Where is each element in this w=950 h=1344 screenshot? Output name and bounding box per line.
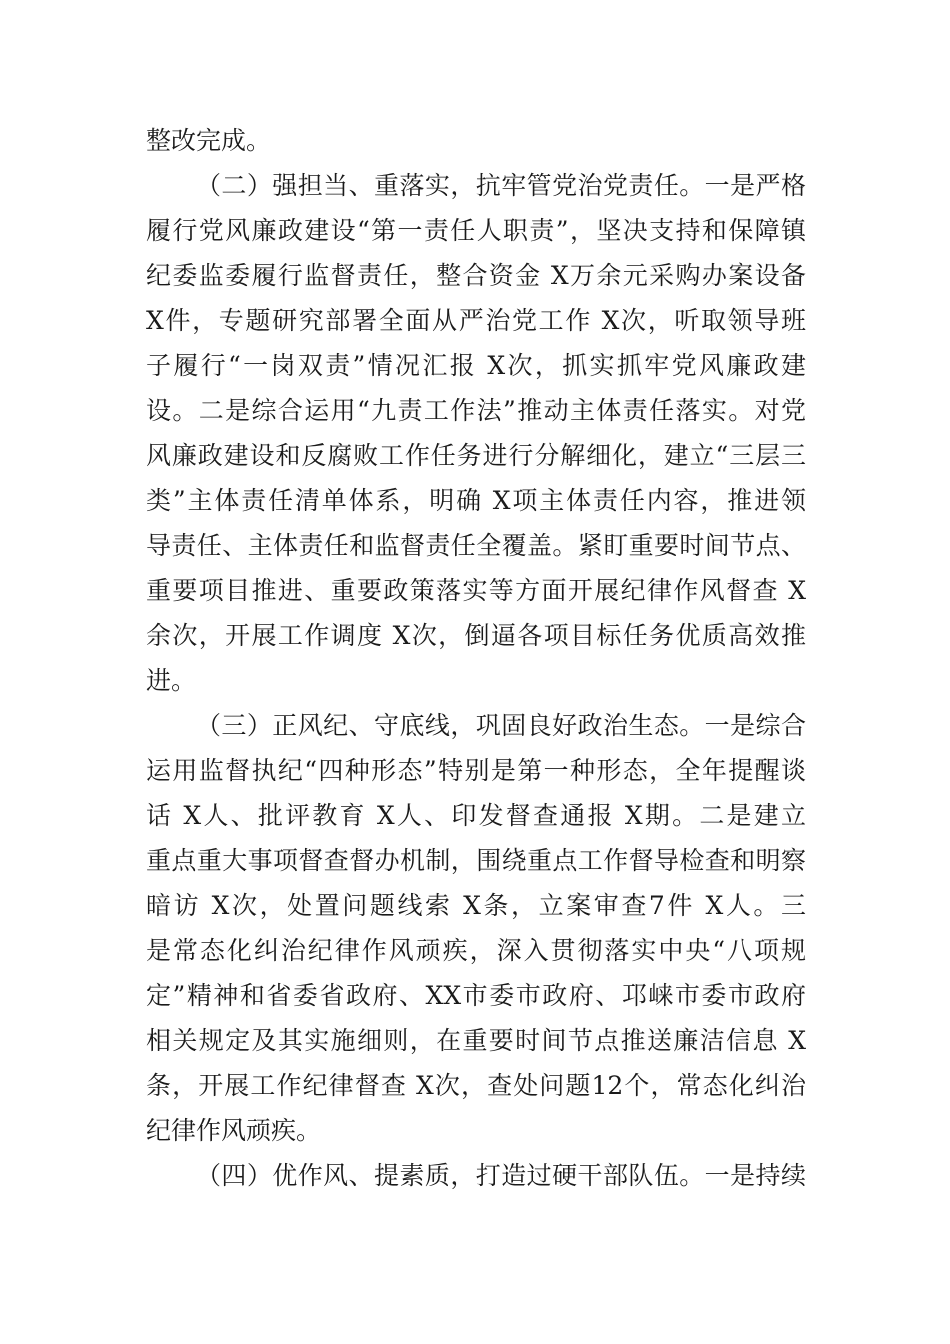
text-line: 导责任、主体责任和监督责任全覆盖。紧盯重要时间节点、	[146, 531, 806, 560]
text-line: 定”精神和省委省政府、XX市委市政府、邛崃市委市政府	[146, 981, 806, 1010]
text-line: 话 X人、批评教育 X人、印发督查通报 X期。二是建立	[146, 801, 806, 830]
text-line: 条，开展工作纪律督查 X次，查处问题12个，常态化纠治	[146, 1071, 806, 1100]
text-line: 纪律作风顽疾。	[146, 1116, 322, 1145]
text-line: 相关规定及其实施细则，在重要时间节点推送廉洁信息 X	[146, 1026, 806, 1055]
text-line: 余次，开展工作调度 X次，倒逼各项目标任务优质高效推	[146, 621, 806, 650]
section-heading-line: （三）正风纪、守底线，巩固良好政治生态。一是综合	[196, 711, 806, 740]
text-line: 重要项目推进、重要政策落实等方面开展纪律作风督查 X	[146, 576, 806, 605]
text-line: 重点重大事项督查督办机制，围绕重点工作督导检查和明察	[146, 846, 806, 875]
section-heading-line: （四）优作风、提素质，打造过硬干部队伍。一是持续	[196, 1161, 806, 1190]
text-line: 整改完成。	[146, 126, 272, 155]
text-line: X件，专题研究部署全面从严治党工作 X次，听取领导班	[146, 306, 806, 335]
text-line: 进。	[146, 666, 197, 695]
section-heading-line: （二）强担当、重落实，抗牢管党治党责任。一是严格	[196, 171, 806, 200]
text-line: 类”主体责任清单体系，明确 X项主体责任内容，推进领	[146, 486, 806, 515]
text-line: 暗访 X次，处置问题线索 X条，立案审查7件 X人。三	[146, 891, 806, 920]
text-line: 纪委监委履行监督责任，整合资金 X万余元采购办案设备	[146, 261, 806, 290]
text-line: 履行党风廉政建设“第一责任人职责”，坚决支持和保障镇	[146, 216, 806, 245]
text-line: 设。二是综合运用“九责工作法”推动主体责任落实。对党	[146, 396, 806, 425]
text-line: 是常态化纠治纪律作风顽疾，深入贯彻落实中央“八项规	[146, 936, 806, 965]
text-line: 子履行“一岗双责”情况汇报 X次，抓实抓牢党风廉政建	[146, 351, 806, 380]
text-line: 运用监督执纪“四种形态”特别是第一种形态，全年提醒谈	[146, 756, 806, 785]
text-line: 风廉政建设和反腐败工作任务进行分解细化，建立“三层三	[146, 441, 806, 470]
